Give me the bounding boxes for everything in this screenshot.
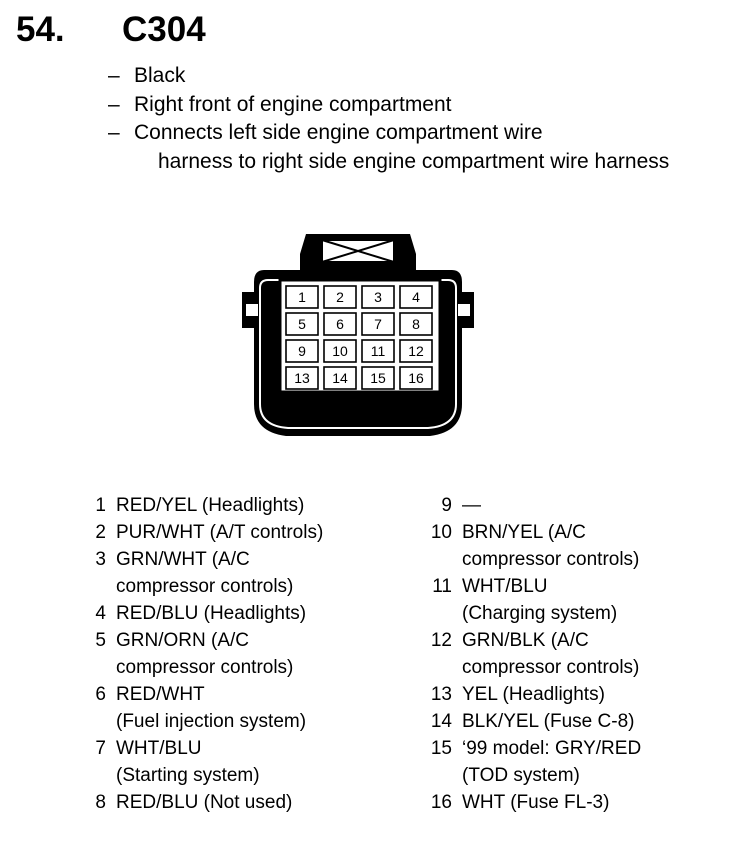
terminal-number: 10 — [332, 343, 348, 359]
pin-entry — [424, 627, 734, 681]
connector-code: C304 — [122, 10, 206, 49]
pin-entry — [424, 519, 734, 573]
pin-entry — [78, 681, 428, 735]
pin-wire: GRN/WHT (A/C — [116, 549, 250, 570]
terminal-cell — [362, 286, 394, 308]
pin-entry — [424, 573, 734, 627]
pin-number: 12 — [430, 630, 452, 651]
terminal-cell — [400, 340, 432, 362]
terminal-cell — [286, 313, 318, 335]
detail-dash: – — [108, 64, 120, 87]
terminal-cell — [324, 286, 356, 308]
terminal-number: 12 — [408, 343, 424, 359]
pin-wire: BRN/YEL (A/C — [462, 522, 586, 543]
pin-number: 2 — [95, 522, 106, 543]
pin-wire: WHT (Fuse FL-3) — [462, 792, 610, 813]
terminal-cell — [324, 367, 356, 389]
pin-circuit: (Starting system) — [116, 765, 260, 786]
terminal-number: 15 — [370, 370, 386, 386]
pin-circuit: compressor controls) — [462, 657, 640, 678]
pin-circuit: compressor controls) — [116, 576, 294, 597]
pin-entry — [424, 735, 734, 789]
pin-wire: WHT/BLU — [462, 576, 548, 597]
pin-number: 4 — [95, 603, 106, 624]
terminal-number: 16 — [408, 370, 424, 386]
pin-wire: BLK/YEL (Fuse C-8) — [462, 711, 635, 732]
pin-circuit: (TOD system) — [462, 765, 580, 786]
pin-wire: PUR/WHT (A/T controls) — [116, 522, 324, 543]
pin-wire: YEL (Headlights) — [462, 684, 605, 705]
pin-circuit: (Fuel injection system) — [116, 711, 307, 732]
pin-number: 10 — [430, 522, 452, 543]
terminal-number: 4 — [412, 289, 420, 305]
terminal-cell — [286, 340, 318, 362]
pin-number: 14 — [430, 711, 452, 732]
terminal-cell — [286, 367, 318, 389]
terminal-number: 1 — [298, 289, 306, 305]
pin-entry — [78, 735, 428, 789]
detail-text-continued: harness to right side engine compartment wire harness — [158, 149, 670, 173]
terminal-number: 3 — [374, 289, 382, 305]
section-number: 54. — [16, 10, 65, 49]
terminal-number: 6 — [336, 316, 344, 332]
pin-number: 16 — [430, 792, 452, 813]
pin-wire: ‘99 model: GRY/RED — [462, 738, 642, 759]
pin-number: 8 — [95, 792, 106, 813]
connector-diagram — [242, 228, 474, 448]
terminal-number: 11 — [370, 343, 386, 359]
terminal-cell — [400, 286, 432, 308]
terminal-cell — [286, 286, 318, 308]
terminal-number: 13 — [294, 370, 310, 386]
pin-circuit: (Charging system) — [462, 603, 618, 624]
terminal-number: 8 — [412, 316, 420, 332]
terminal-number: 2 — [336, 289, 344, 305]
pin-wire: RED/BLU (Not used) — [116, 792, 293, 813]
terminal-cell — [362, 340, 394, 362]
terminal-number: 14 — [332, 370, 348, 386]
detail-connection — [108, 119, 708, 176]
terminal-cell — [362, 367, 394, 389]
terminal-number: 5 — [298, 316, 306, 332]
pin-number: 6 — [95, 684, 106, 705]
pin-number: 9 — [441, 495, 452, 516]
pin-list-left — [78, 492, 428, 816]
terminal-cell — [400, 367, 432, 389]
pin-entry — [78, 600, 428, 627]
terminal-cell — [400, 313, 432, 335]
pin-entry — [424, 708, 734, 735]
pin-entry — [424, 681, 734, 708]
pin-circuit: compressor controls) — [462, 549, 640, 570]
pin-entry — [78, 789, 428, 816]
pin-list-right — [424, 492, 734, 816]
detail-text: Black — [134, 64, 186, 87]
pin-number: 1 — [95, 495, 106, 516]
detail-dash: – — [108, 92, 120, 116]
pin-number: 3 — [95, 549, 106, 570]
detail-dash: – — [108, 121, 120, 144]
connector-details — [108, 62, 708, 176]
pin-number: 15 — [430, 738, 452, 759]
terminal-cell — [324, 340, 356, 362]
detail-location — [108, 91, 708, 120]
terminal-number: 7 — [374, 316, 382, 332]
detail-text: Connects left side engine compartment wire — [134, 121, 543, 144]
pin-entry — [424, 492, 734, 519]
pin-wire: GRN/BLK (A/C — [462, 630, 589, 651]
pin-number: 5 — [95, 630, 106, 651]
terminal-cell — [362, 313, 394, 335]
detail-color — [108, 62, 708, 91]
pin-number: 11 — [432, 576, 452, 597]
pin-entry — [78, 627, 428, 681]
section-heading — [16, 10, 716, 54]
pin-entry — [78, 546, 428, 600]
pin-wire: GRN/ORN (A/C — [116, 630, 249, 651]
pin-wire: — — [462, 495, 481, 516]
pin-number: 7 — [95, 738, 106, 759]
pin-wire: RED/BLU (Headlights) — [116, 603, 307, 624]
terminal-cell — [324, 313, 356, 335]
pin-wire: RED/YEL (Headlights) — [116, 495, 305, 516]
detail-text: Right front of engine compartment — [134, 92, 452, 116]
pin-circuit: compressor controls) — [116, 657, 294, 678]
terminal-number: 9 — [298, 343, 306, 359]
pin-wire: WHT/BLU — [116, 738, 202, 759]
pin-number: 13 — [430, 684, 452, 705]
pin-wire: RED/WHT — [116, 684, 205, 705]
pin-entry — [78, 519, 428, 546]
pin-entry — [424, 789, 734, 816]
pin-entry — [78, 492, 428, 519]
